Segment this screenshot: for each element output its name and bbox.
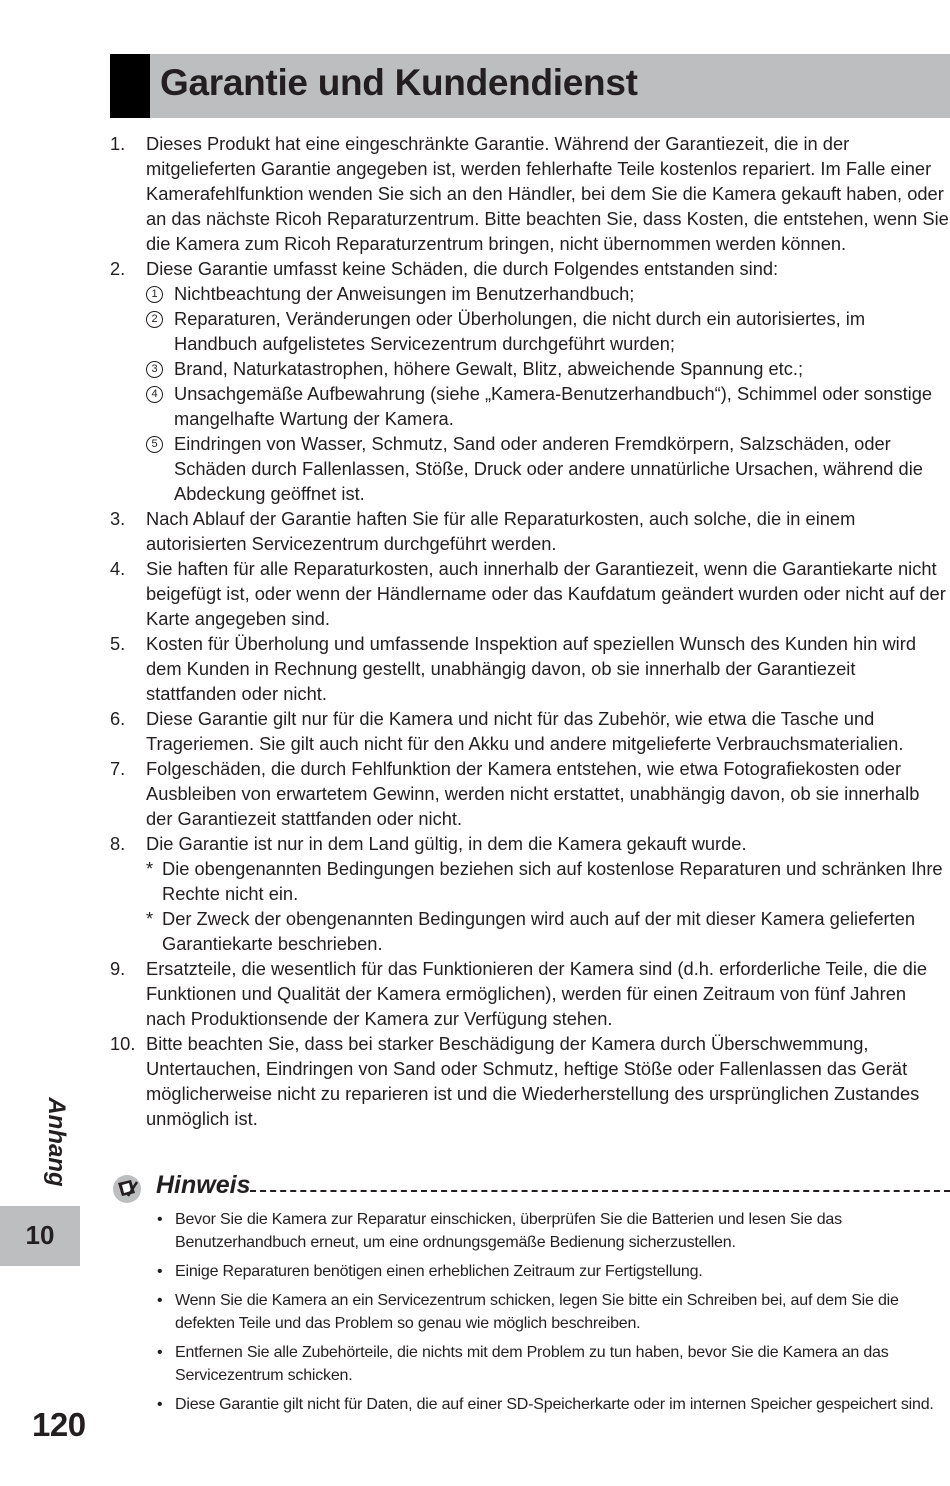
sub-item: 2 Reparaturen, Veränderungen oder Überholungen, die nicht durch ein autorisiertes, im Handbuch aufgelistetes Servicezentrum durchgeführt wurden; xyxy=(146,306,950,356)
list-item: 2. Diese Garantie umfasst keine Schäden, die durch Folgendes entstanden sind: 1 Nichtbeachtung der Anweisungen im Benutzerhandbuch; 2 Reparaturen, Veränderungen oder Überholungen, die nicht durch ein autorisiertes, im Handbuch aufgelistetes Servicezentrum durchgeführt wurden; 3 Brand, Naturkatastrophen, höhere Gewalt, Blitz, abweichende Spannung etc.; 4 Unsachgemäße Aufbewahrung (siehe „Kamera-Benutzerhandbuch“), Schimmel oder sonstige mangelhafte Wartung der Kamera. 5 Eindringen von Wasser, Schmutz, Sand oder anderen Fremdkörpern, Salzschäden, oder Schäden durch Fallenlassen, Stöße, Druck oder andere unnatürliche Ursachen, während die Abdeckung geöffnet ist. xyxy=(110,256,950,506)
list-item: 3. Nach Ablauf der Garantie haften Sie für alle Reparaturkosten, auch solche, die in einem autorisierten Servicezentrum durchgeführt werden. xyxy=(110,506,950,556)
page-number: 120 xyxy=(32,1406,86,1443)
bullet: • xyxy=(157,1396,163,1413)
list-item: 6. Diese Garantie gilt nur für die Kamera und nicht für das Zubehör, wie etwa die Tasche und Trageriemen. Sie gilt auch nicht für den Akku und andere mitgelieferte Verbrauchsmaterialien. xyxy=(110,706,950,756)
asterisk: * xyxy=(146,858,154,879)
bullet: • xyxy=(157,1263,163,1280)
hint-item: • Diese Garantie gilt nicht für Daten, die auf einer SD-Speicherkarte oder im internen Speicher gespeichert sind. xyxy=(157,1393,947,1416)
circled-number: 5 xyxy=(146,436,163,453)
item-text: Die Garantie ist nur in dem Land gültig, in dem die Kamera gekauft wurde. xyxy=(146,833,747,854)
warranty-list xyxy=(110,131,950,1131)
circled-number: 3 xyxy=(146,361,163,378)
hint-header xyxy=(112,1170,950,1204)
hint-item: • Wenn Sie die Kamera an ein Servicezentrum schicken, legen Sie bitte ein Schreiben bei, auf dem Sie die defekten Teile und das Problem so genau wie möglich beschreiben. xyxy=(157,1289,947,1335)
item-text: Diese Garantie gilt nur für die Kamera und nicht für das Zubehör, wie etwa die Tasche und Trageriemen. Sie gilt auch nicht für den Akku und andere mitgelieferte Verbrauchsmaterialien. xyxy=(146,708,904,754)
item-text: Dieses Produkt hat eine eingeschränkte Garantie. Während der Garantiezeit, die in der mitgelieferten Garantie angegeben ist, werden fehlerhafte Teile kostenlos repariert. Im Falle einer Kamerafehlfunktion wenden Sie sich an den Händler, bei dem Sie die Kamera gekauft haben, oder an das nächste Ricoh Reparaturzentrum. Bitte beachten Sie, dass Kosten, die entstehen, wenn Sie die Kamera zum Ricoh Reparaturzentrum bringen, nicht übernommen werden können. xyxy=(146,133,949,254)
bullet: • xyxy=(157,1344,163,1361)
sub-item: 3 Brand, Naturkatastrophen, höhere Gewalt, Blitz, abweichende Spannung etc.; xyxy=(146,356,950,381)
circled-number: 2 xyxy=(146,311,163,328)
asterisk: * xyxy=(146,908,154,929)
footnote: * Die obengenannten Bedingungen beziehen sich auf kostenlose Reparaturen und schränken Ihre Rechte nicht ein. xyxy=(146,858,943,904)
hint-item: • Entfernen Sie alle Zubehörteile, die nichts mit dem Problem zu tun haben, bevor Sie die Kamera an das Servicezentrum schicken. xyxy=(157,1341,947,1387)
list-item: 9. Ersatzteile, die wesentlich für das Funktionieren der Kamera sind (d.h. erforderliche Teile, die die Funktionen und Qualität der Kamera ermöglichen), werden für einen Zeitraum von fünf Jahren nach Produktionsende der Kamera zur Verfügung stehen. xyxy=(110,956,950,1031)
chapter-number: 10 xyxy=(25,1220,55,1250)
title-marker xyxy=(110,54,150,118)
hint-list xyxy=(157,1208,947,1422)
page-title-bar xyxy=(110,54,950,118)
circled-number: 4 xyxy=(146,386,163,403)
sub-item: 4 Unsachgemäße Aufbewahrung (siehe „Kamera-Benutzerhandbuch“), Schimmel oder sonstige mangelhafte Wartung der Kamera. xyxy=(146,381,950,431)
hint-item: • Einige Reparaturen benötigen einen erheblichen Zeitraum zur Fertigstellung. xyxy=(157,1260,947,1283)
note-icon xyxy=(112,1174,142,1204)
list-item: 4. Sie haften für alle Reparaturkosten, auch innerhalb der Garantiezeit, wenn die Garantiekarte nicht beigefügt ist, oder wenn der Händlername oder das Kaufdatum geändert wurden oder nicht auf der Karte angegeben sind. xyxy=(110,556,950,631)
list-item: 8. Die Garantie ist nur in dem Land gültig, in dem die Kamera gekauft wurde. * Die obengenannten Bedingungen beziehen sich auf kostenlose Reparaturen und schränken Ihre Rechte nicht ein. * Der Zweck der obengenannten Bedingungen wird auch auf der mit dieser Kamera gelieferten Garantiekarte beschrieben. xyxy=(110,831,950,956)
circled-number: 1 xyxy=(146,286,163,303)
dashed-rule xyxy=(250,1190,950,1192)
list-item: 5. Kosten für Überholung und umfassende Inspektion auf speziellen Wunsch des Kunden hin wird dem Kunden in Rechnung gestellt, unabhängig davon, ob sie innerhalb der Garantiezeit stattfanden oder nicht. xyxy=(110,631,950,706)
chapter-number-box xyxy=(0,1206,80,1266)
list-item: 7. Folgeschäden, die durch Fehlfunktion der Kamera entstehen, wie etwa Fotografiekosten oder Ausbleiben von erwartetem Gewinn, werden nicht erstattet, unabhängig davon, ob sie innerhalb der Garantiezeit stattfanden oder nicht. xyxy=(110,756,950,831)
hint-item: • Bevor Sie die Kamera zur Reparatur einschicken, überprüfen Sie die Batterien und lesen Sie das Benutzerhandbuch erneut, um eine ordnungsgemäße Bedienung sicherzustellen. xyxy=(157,1208,947,1254)
sub-item: 1 Nichtbeachtung der Anweisungen im Benutzerhandbuch; xyxy=(146,281,950,306)
footnote: * Der Zweck der obengenannten Bedingungen wird auch auf der mit dieser Kamera gelieferten Garantiekarte beschrieben. xyxy=(146,908,916,954)
item-text: Diese Garantie umfasst keine Schäden, die durch Folgendes entstanden sind: xyxy=(146,258,779,279)
bullet: • xyxy=(157,1211,163,1228)
item-text: Sie haften für alle Reparaturkosten, auch innerhalb der Garantiezeit, wenn die Garantiekarte nicht beigefügt ist, oder wenn der Händlername oder das Kaufdatum geändert wurden oder nicht auf der Karte angegeben sind. xyxy=(146,558,946,629)
section-tab-label: Anhang xyxy=(43,1097,70,1187)
sub-item: 5 Eindringen von Wasser, Schmutz, Sand oder anderen Fremdkörpern, Salzschäden, oder Schäden durch Fallenlassen, Stöße, Druck oder andere unnatürliche Ursachen, während die Abdeckung geöffnet ist. xyxy=(146,431,950,506)
page-title: Garantie und Kundendienst xyxy=(160,62,638,103)
item-text: Folgeschäden, die durch Fehlfunktion der Kamera entstehen, wie etwa Fotografiekosten oder Ausbleiben von erwartetem Gewinn, werden nicht erstattet, unabhängig davon, ob sie innerhalb der Garantiezeit stattfanden oder nicht. xyxy=(146,758,920,829)
hint-title: Hinweis xyxy=(156,1171,251,1199)
item-text: Bitte beachten Sie, dass bei starker Beschädigung der Kamera durch Überschwemmung, Untertauchen, Eindringen von Sand oder Schmutz, heftige Stöße oder Fallenlassen das Gerät möglicherweise nicht zu reparieren ist und die Wiederherstellung des ursprünglichen Zustandes unmöglich ist. xyxy=(146,1033,920,1129)
item-text: Ersatzteile, die wesentlich für das Funktionieren der Kamera sind (d.h. erforderliche Teile, die die Funktionen und Qualität der Kamera ermöglichen), werden für einen Zeitraum von fünf Jahren nach Produktionsende der Kamera zur Verfügung stehen. xyxy=(146,958,928,1029)
item-text: Nach Ablauf der Garantie haften Sie für alle Reparaturkosten, auch solche, die in einem autorisierten Servicezentrum durchgeführt werden. xyxy=(146,508,856,554)
bullet: • xyxy=(157,1292,163,1309)
list-item: 1. Dieses Produkt hat eine eingeschränkte Garantie. Während der Garantiezeit, die in der mitgelieferten Garantie angegeben ist, werden fehlerhafte Teile kostenlos repariert. Im Falle einer Kamerafehlfunktion wenden Sie sich an den Händler, bei dem Sie die Kamera gekauft haben, oder an das nächste Ricoh Reparaturzentrum. Bitte beachten Sie, dass Kosten, die entstehen, wenn Sie die Kamera zum Ricoh Reparaturzentrum bringen, nicht übernommen werden können. xyxy=(110,133,949,254)
item-text: Kosten für Überholung und umfassende Inspektion auf speziellen Wunsch des Kunden hin wird dem Kunden in Rechnung gestellt, unabhängig davon, ob sie innerhalb der Garantiezeit stattfanden oder nicht. xyxy=(146,633,916,704)
list-item: 10. Bitte beachten Sie, dass bei starker Beschädigung der Kamera durch Überschwemmung, Untertauchen, Eindringen von Sand oder Schmutz, heftige Stöße oder Fallenlassen das Gerät möglicherweise nicht zu reparieren ist und die Wiederherstellung des ursprünglichen Zustandes unmöglich ist. xyxy=(110,1031,950,1131)
